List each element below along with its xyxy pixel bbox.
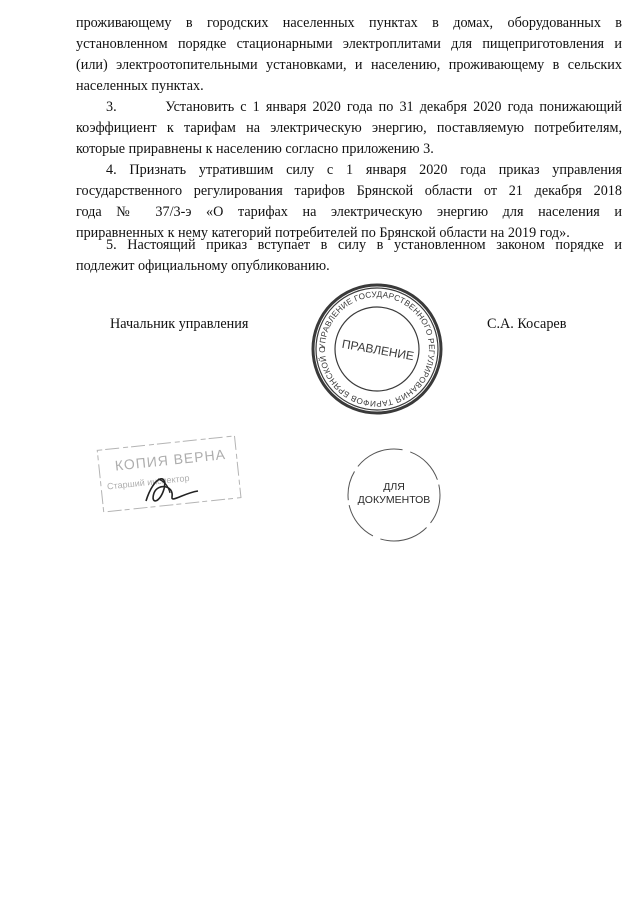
copy-stamp-line1: КОПИЯ ВЕРНА (114, 446, 227, 474)
text-line: 5. Настоящий приказ вступает в силу в установленном законом порядке и (106, 237, 622, 253)
documents-stamp-graphic (344, 445, 444, 545)
text-line: года № 37/3-э «О тарифах на электрическую энергию для населения и (76, 204, 622, 220)
copy-stamp-line2: Старший инспектор (106, 472, 190, 492)
paragraph-5 (76, 235, 622, 277)
official-seal-stamp (306, 275, 444, 416)
paragraph-top (76, 13, 622, 97)
copy-stamp-graphic (94, 423, 244, 523)
paragraph-3 (76, 97, 622, 160)
text-line: населенных пунктах. (76, 78, 204, 94)
documents-stamp-line2: ДОКУМЕНТОВ (357, 494, 431, 506)
text-line: подлежит официальному опубликованию. (76, 258, 330, 274)
text-line: приравненных к нему категорий потребителей по Брянской области на 2019 год». (76, 225, 570, 241)
documents-stamp-line1: ДЛЯ (383, 481, 405, 493)
seal-center-text: ПРАВЛЕНИЕ (340, 336, 416, 364)
text-line: проживающему в городских населенных пунктах в домах, оборудованных в (76, 15, 622, 31)
text-line: государственного регулирования тарифов Брянской области от 21 декабря 2018 (76, 183, 622, 199)
text-line: которые приравнены к населению согласно приложению 3. (76, 141, 434, 157)
documents-stamp (344, 445, 444, 545)
text-line: 4. Признать утратившим силу с 1 января 2020 года приказ управления (106, 162, 622, 178)
signature-name: С.А. Косарев (487, 316, 567, 332)
signature-title: Начальник управления (110, 316, 249, 332)
seal-graphic (306, 275, 444, 416)
seal-ring-text: УПРАВЛЕНИЕ ГОСУДАРСТВЕННОГО РЕГУЛИРОВАНИЯ ТАРИФОВ БРЯНСКОЙ ОБЛАСТИ (306, 275, 437, 409)
text-line: 3. Установить с 1 января 2020 года по 31 декабря 2020 года понижающий (106, 99, 622, 115)
text-line: (или) электроотопительными установками, и населению, проживающему в сельских (76, 57, 622, 73)
copy-certified-stamp (94, 423, 244, 523)
text-line: установленном порядке стационарными электроплитами для пищеприготовления и (76, 36, 622, 52)
paragraph-4 (76, 160, 622, 244)
text-line: коэффициент к тарифам на электрическую энергию, поставляемую потребителям, (76, 120, 622, 136)
